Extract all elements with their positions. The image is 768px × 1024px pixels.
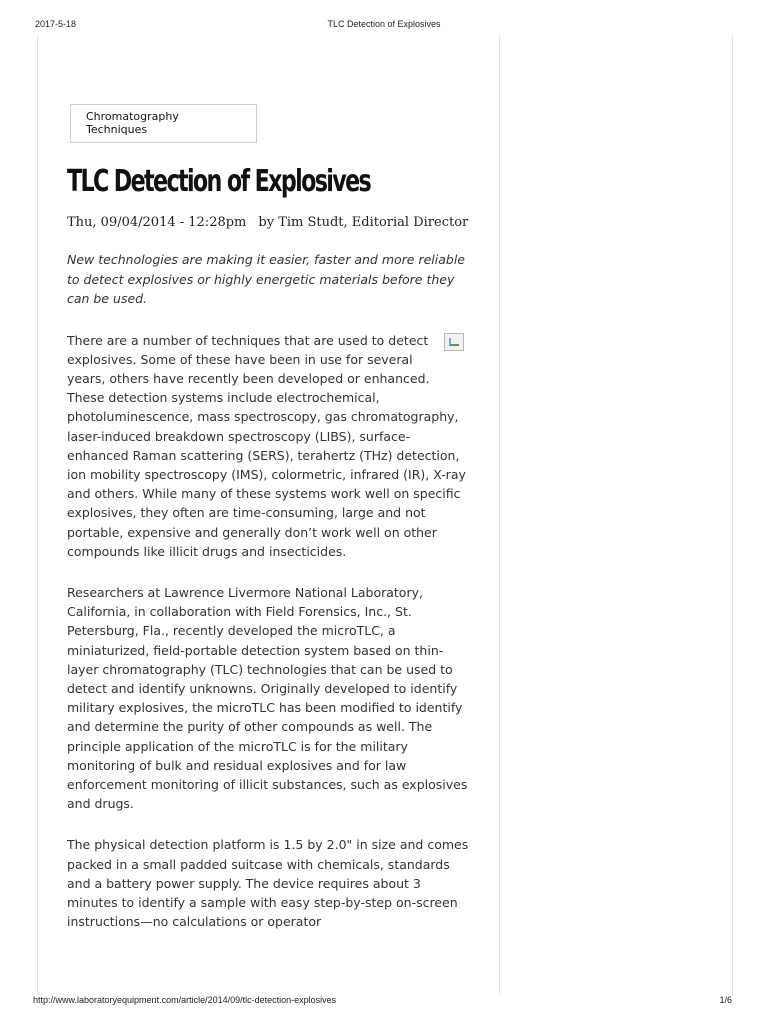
category-tag[interactable]: Chromatography Techniques [70, 104, 257, 143]
column-divider-right [732, 35, 733, 995]
article [67, 104, 470, 931]
article-headline: TLC Detection of Explosives [67, 164, 371, 199]
article-paragraph [67, 331, 470, 561]
byline [67, 215, 470, 230]
print-header [0, 0, 768, 30]
article-paragraph: The physical detection platform is 1.5 by 2.0" in size and comes packed in a small padded suitcase with chemicals, standards and a battery power supply. The device requires about 3 minutes to identify a sample with easy step-by-step on-screen instructions—no calculations or operator [67, 837, 469, 930]
article-paragraph: Researchers at Lawrence Livermore National Laboratory, California, in collaboration with Field Forensics, Inc., St. Petersburg, Fla., recently developed the microTLC, a miniaturized, field-portable detection system based on thin-layer chromatography (TLC) technologies that can be used to detect and identify unknowns. Originally developed to identify military explosives, the microTLC has been modified to identify and determine the purity of other compounds as well. The principle application of the microTLC is for the military monitoring of bulk and residual explosives and for law enforcement monitoring of illicit substances, such as explosives and drugs. [67, 584, 468, 812]
broken-image-icon [444, 333, 464, 351]
author[interactable]: by Tim Studt, Editorial Director [258, 215, 469, 230]
article-dek: New technologies are making it easier, faster and more reliable to detect explosives or highly energetic materials before they can be used. [67, 252, 465, 306]
publish-date: Thu, 09/04/2014 - 12:28pm [67, 215, 247, 230]
paragraph-text: There are a number of techniques that are used to detect explosives. Some of these have been in use for several years, others have recently been developed or enhanced. These detection systems include electrochemical, photoluminescence, mass spectroscopy, gas chromatography, laser-induced breakdown spectroscopy (LIBS), surface-enhanced Raman scattering (SERS), terahertz (THz) detection, ion mobility spectroscopy (IMS), colormetric, infrared (IR), X-ray and others. While many of these systems work well on specific explosives, they often are time-consuming, large and not portable, expensive and generally don’t work well on other compounds like illicit drugs and insecticides. [67, 332, 466, 559]
page-number: 1/6 [719, 995, 732, 1005]
column-divider-middle [499, 35, 500, 995]
page-url[interactable]: http://www.laboratoryequipment.com/article/2014/09/tlc-detection-explosives [33, 995, 337, 1005]
column-divider-left [37, 35, 38, 995]
print-title: TLC Detection of Explosives [327, 19, 441, 29]
print-date: 2017-5-18 [35, 19, 77, 29]
print-footer [0, 995, 768, 1015]
